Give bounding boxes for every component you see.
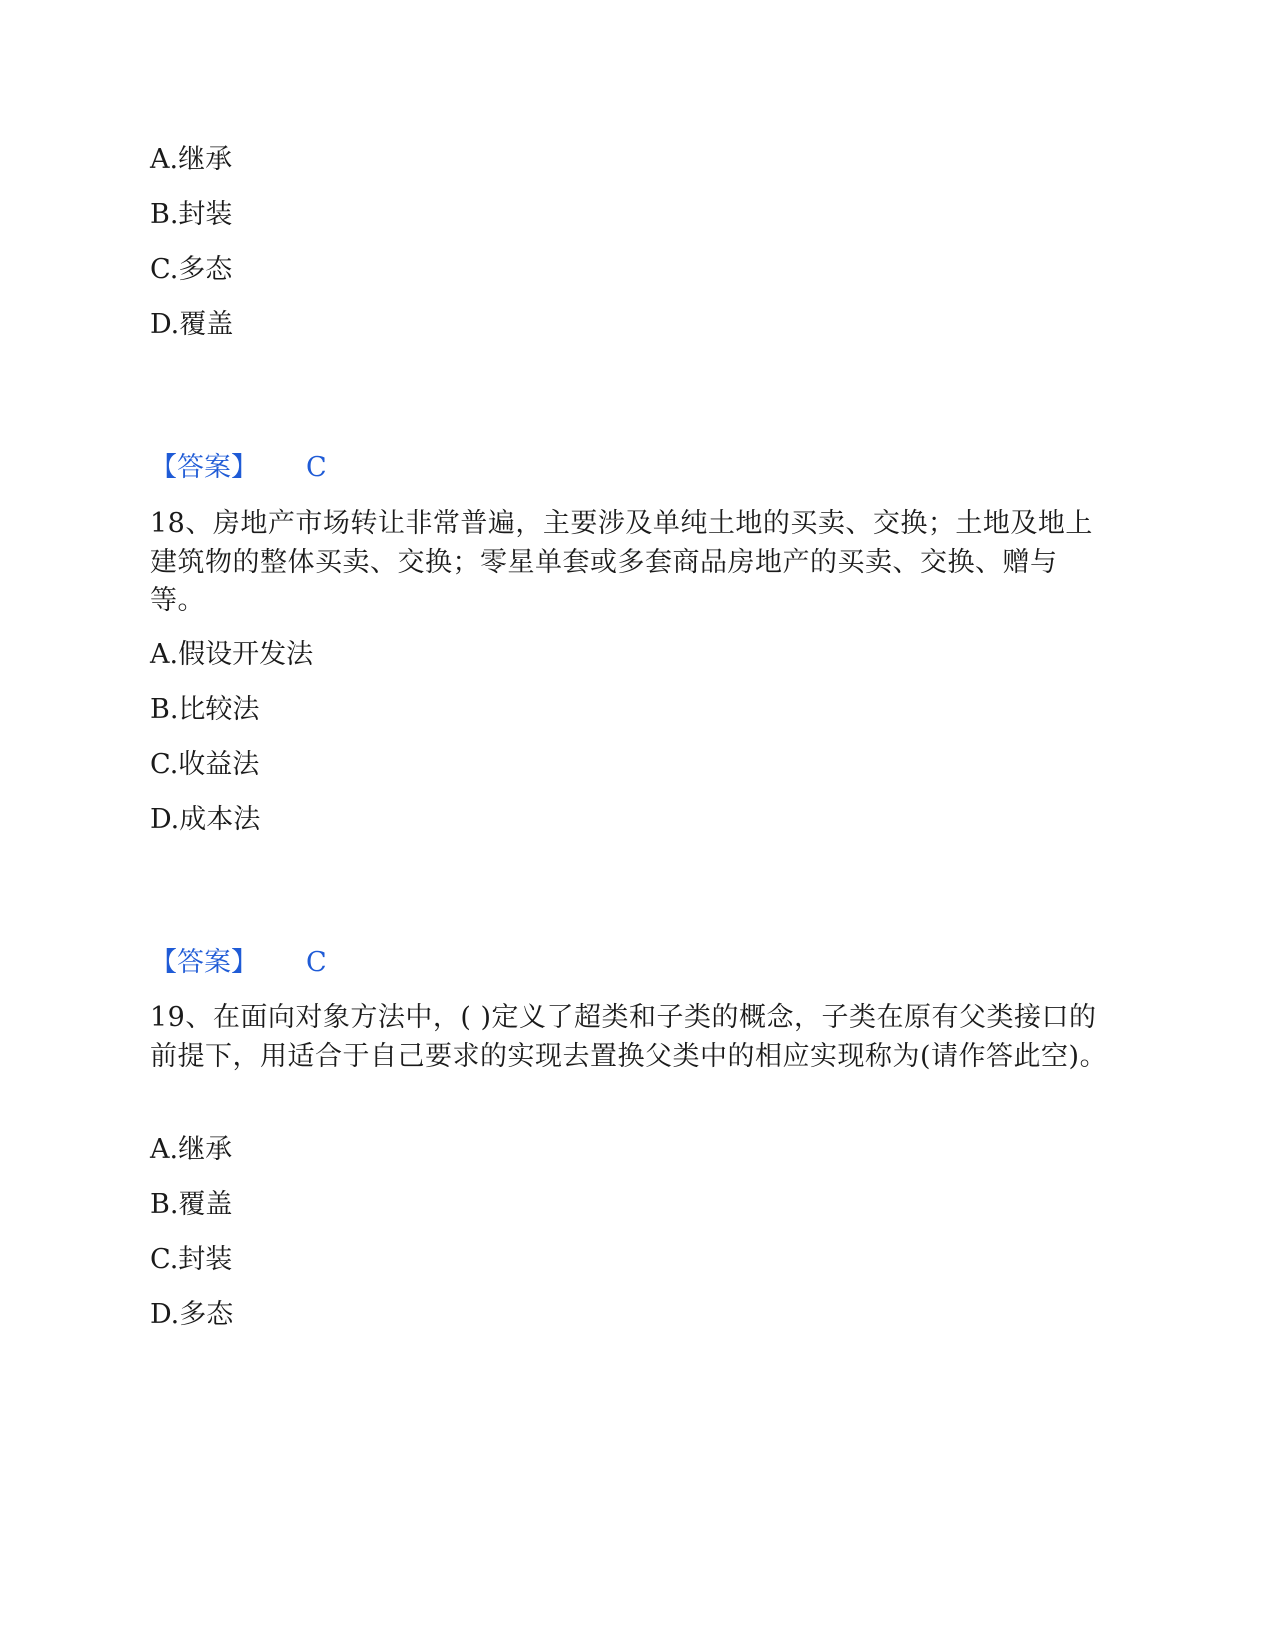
q18-answer-row: [150, 944, 327, 982]
q19-option-c: C.封装: [150, 1244, 233, 1275]
answer-label: 【答案】: [150, 947, 258, 978]
q18-question: 18、房地产市场转让非常普遍，主要涉及单纯土地的买卖、交换；土地及地上建筑物的整体买卖、交换；零星单套或多套商品房地产的买卖、交换、赠与等。: [150, 508, 1093, 616]
q18-option-c: C.收益法: [150, 749, 260, 780]
q17-option-a: A.继承: [150, 144, 233, 175]
q19-option-d: D.多态: [150, 1299, 234, 1330]
answer-value: C: [306, 452, 327, 483]
q19-question: 19、在面向对象方法中，( )定义了超类和子类的概念，子类在原有父类接口的前提下，用适合于自己要求的实现去置换父类中的相应实现称为(请作答此空)。: [150, 1002, 1108, 1072]
q17-option-c: C.多态: [150, 254, 233, 285]
answer-label: 【答案】: [150, 452, 258, 483]
q19-option-a: A.继承: [150, 1134, 233, 1165]
q18-option-b: B.比较法: [150, 694, 260, 725]
q19-option-b: B.覆盖: [150, 1189, 233, 1220]
q18-option-d: D.成本法: [150, 804, 261, 835]
q18-option-a: A.假设开发法: [150, 639, 314, 670]
q17-option-d: D.覆盖: [150, 309, 234, 340]
q17-answer-row: [150, 449, 327, 487]
answer-value: C: [306, 947, 327, 978]
q17-option-b: B.封装: [150, 199, 233, 230]
